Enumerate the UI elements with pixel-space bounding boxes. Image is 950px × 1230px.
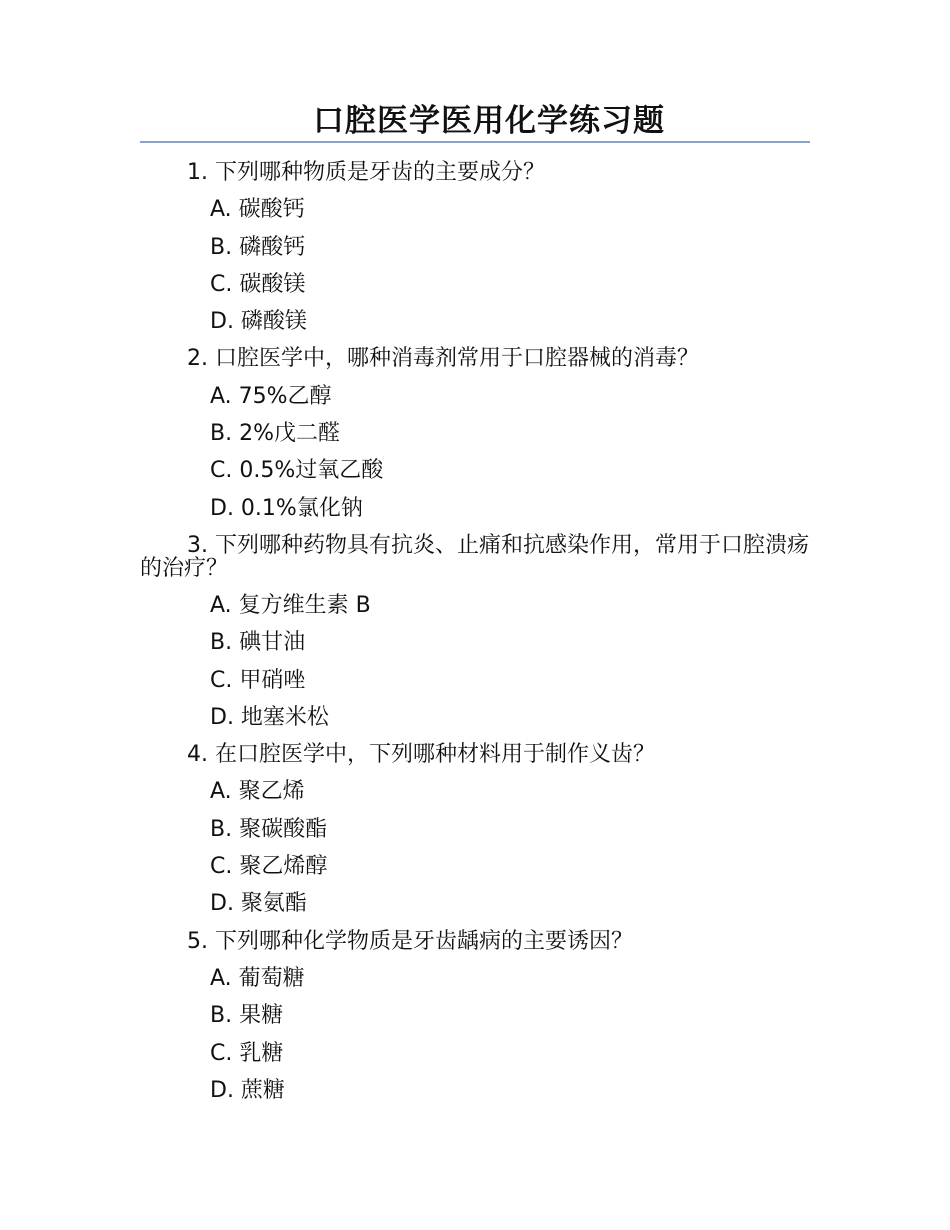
option-c: C. 乳糖 (210, 1040, 284, 1066)
option-b: B. 果糖 (210, 1003, 284, 1029)
option-d: D. 地塞米松 (210, 704, 329, 730)
option-c: C. 碳酸镁 (210, 271, 306, 297)
option-a: A. 75%乙醇 (210, 383, 332, 409)
option-d: D. 0.1%氯化钠 (210, 495, 363, 521)
option-a: A. 葡萄糖 (210, 965, 305, 991)
option-a: A. 碳酸钙 (210, 197, 305, 223)
question-text: 3. 下列哪种药物具有抗炎、止痛和抗感染作用，常用于口腔溃疡的治疗？ (140, 532, 809, 581)
question-5 (140, 923, 812, 1109)
document-title (140, 101, 810, 143)
document-title-text: 口腔医学医用化学练习题 (313, 103, 665, 139)
option-b: B. 2%戊二醛 (210, 421, 340, 447)
option-c: C. 聚乙烯醇 (210, 854, 328, 880)
option-c: C. 0.5%过氧乙酸 (210, 458, 384, 484)
question-text: 4. 在口腔医学中，下列哪种材料用于制作义齿？ (187, 742, 655, 768)
option-b: B. 碘甘油 (210, 630, 306, 656)
option-b: B. 聚碳酸酯 (210, 816, 328, 842)
option-c: C. 甲硝唑 (210, 667, 306, 693)
question-text: 5. 下列哪种化学物质是牙齿龋病的主要诱因？ (187, 928, 633, 954)
option-d: D. 蔗糖 (210, 1077, 285, 1103)
option-a: A. 聚乙烯 (210, 779, 305, 805)
option-d: D. 磷酸镁 (210, 309, 307, 335)
question-list (140, 154, 812, 1109)
question-text: 2. 口腔医学中，哪种消毒剂常用于口腔器械的消毒？ (187, 346, 699, 372)
question-text: 1. 下列哪种物质是牙齿的主要成分？ (187, 160, 545, 185)
question-4 (140, 736, 812, 922)
option-d: D. 聚氨酯 (210, 891, 307, 917)
option-b: B. 磷酸钙 (210, 234, 306, 260)
question-1 (140, 154, 812, 340)
question-2 (140, 340, 812, 526)
option-a: A. 复方维生素 B (210, 592, 371, 618)
question-3 (140, 527, 812, 736)
